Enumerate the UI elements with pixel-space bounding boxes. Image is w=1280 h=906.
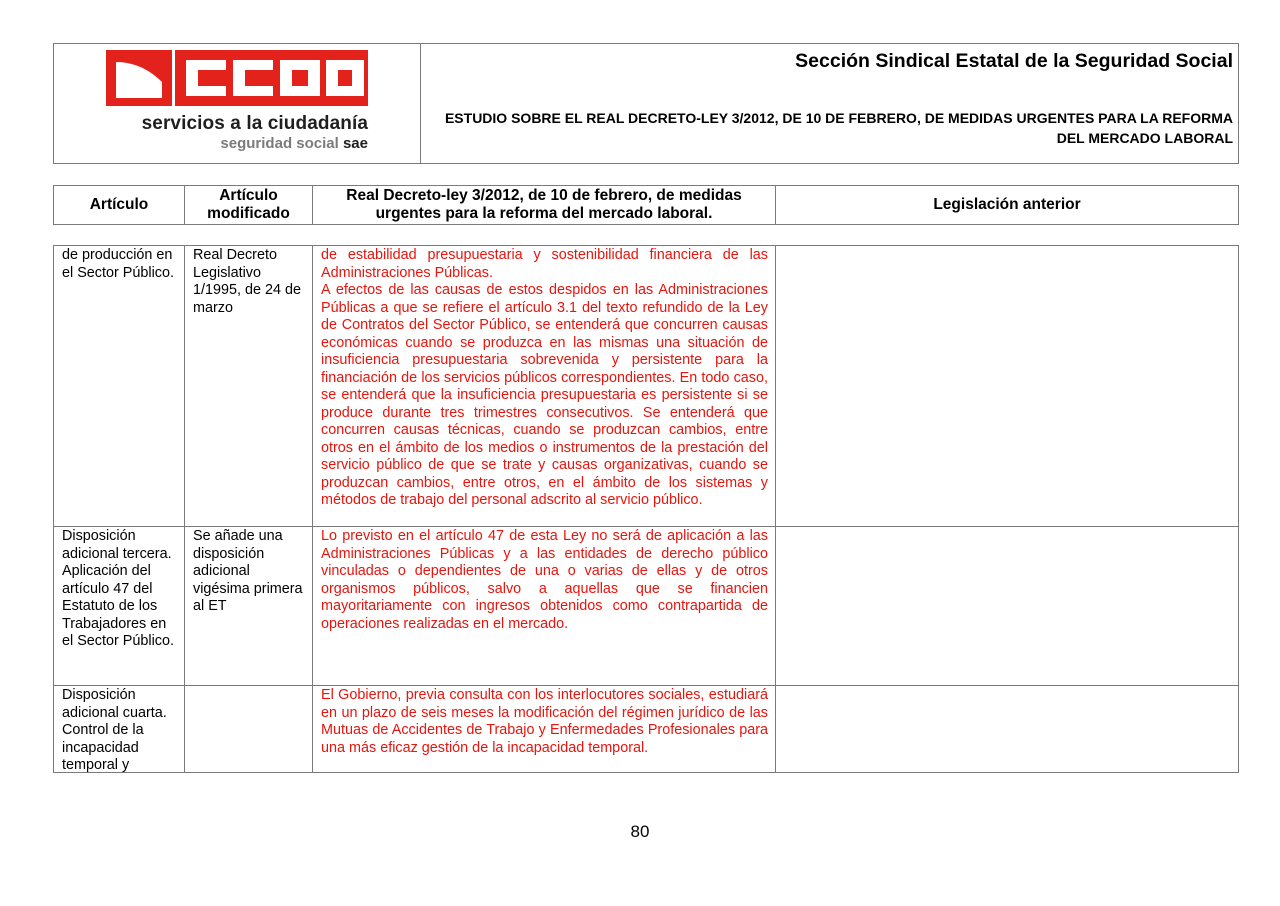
column-header-legislacion-anterior: Legislación anterior: [933, 196, 1081, 213]
logo-tagline: servicios a la ciudadanía: [141, 113, 368, 134]
cell-texto: [313, 246, 776, 526]
texto-paragraph: El Gobierno, previa consulta con los interlocutores sociales, estudiará en un plazo de seis meses la modificación del régimen jurídico de las Mutuas de Accidentes de Trabajo y Enfermedades Profesionales para una más eficaz gestión de la incapacidad temporal.: [321, 687, 768, 756]
texto-paragraph: Lo previsto en el artículo 47 de esta Ley no será de aplicación a las Administraciones Públicas y a las entidades de derecho público vinculadas o dependientes de una o varias de ellas y de otros organismos públicos, salvo a aquellas que se financien mayoritariamente con ingresos obtenidos como contrapartida de operaciones realizadas en el mercado.: [321, 528, 768, 632]
cell-texto: [313, 527, 776, 685]
cell-modificado: Real Decreto Legislativo 1/1995, de 24 de marzo: [185, 246, 313, 526]
header-text-cell: [421, 44, 1238, 163]
column-header-real-decreto: Real Decreto-ley 3/2012, de 10 de febrero, de medidas urgentes para la reforma del mercado laboral.: [313, 186, 776, 224]
cell-modificado: [185, 686, 313, 772]
header-subtitle: ESTUDIO SOBRE EL REAL DECRETO-LEY 3/2012, DE 10 DE FEBRERO, DE MEDIDAS URGENTES PARA LA REFORMA DEL MERCADO LABORAL: [444, 110, 1233, 146]
cell-articulo: de producción en el Sector Público.: [54, 246, 185, 526]
logo-cell: [54, 44, 421, 163]
header-title: Sección Sindical Estatal de la Seguridad Social: [795, 50, 1233, 72]
ccoo-logo-mark: [106, 50, 368, 106]
cell-texto: [313, 686, 776, 772]
logo-subtagline: seguridad social sae: [220, 135, 368, 152]
cell-anterior: [776, 246, 1238, 526]
column-header-articulo: Artículo: [54, 186, 185, 224]
document-header: [53, 43, 1239, 164]
table-column-headers: [53, 185, 1239, 225]
cell-modificado: Se añade una disposición adicional vigésima primera al ET: [185, 527, 313, 685]
cell-articulo: Disposición adicional cuarta. Control de la incapacidad temporal y: [54, 686, 185, 772]
page-number: 80: [630, 822, 650, 841]
cell-anterior: [776, 527, 1238, 685]
comparison-table: [53, 245, 1239, 773]
texto-paragraph: de estabilidad presupuestaria y sostenibilidad financiera de las Administraciones Públicas.: [321, 247, 768, 281]
table-row: [54, 246, 1238, 527]
cell-anterior: [776, 686, 1238, 772]
cell-articulo: Disposición adicional tercera. Aplicación del artículo 47 del Estatuto de los Trabajadores en el Sector Público.: [54, 527, 185, 685]
table-row: [54, 527, 1238, 686]
ccoo-logo: [106, 50, 368, 154]
column-header-articulo-modificado: Artículo modificado: [185, 186, 313, 224]
table-row: [54, 686, 1238, 772]
texto-paragraph: A efectos de las causas de estos despidos en las Administraciones Públicas a que se refiere el artículo 3.1 del texto refundido de la Ley de Contratos del Sector Público, se entenderá que concurren causas económicas cuando se produzca en las mismas una situación de insuficiencia presupuestaria sobrevenida y persistente para la financiación de los servicios públicos correspondientes. En todo caso, se entenderá que la insuficiencia presupuestaria es persistente si se produce durante tres trimestres consecutivos. Se entenderá que concurren causas técnicas, cuando se produzcan cambios, entre otros en el ámbito de los medios o instrumentos de la prestación del servicio público de que se trate y causas organizativas, cuando se produzcan cambios, entre otros, en el ámbito de los sistemas y métodos de trabajo del personal adscrito al servicio público.: [321, 282, 768, 508]
